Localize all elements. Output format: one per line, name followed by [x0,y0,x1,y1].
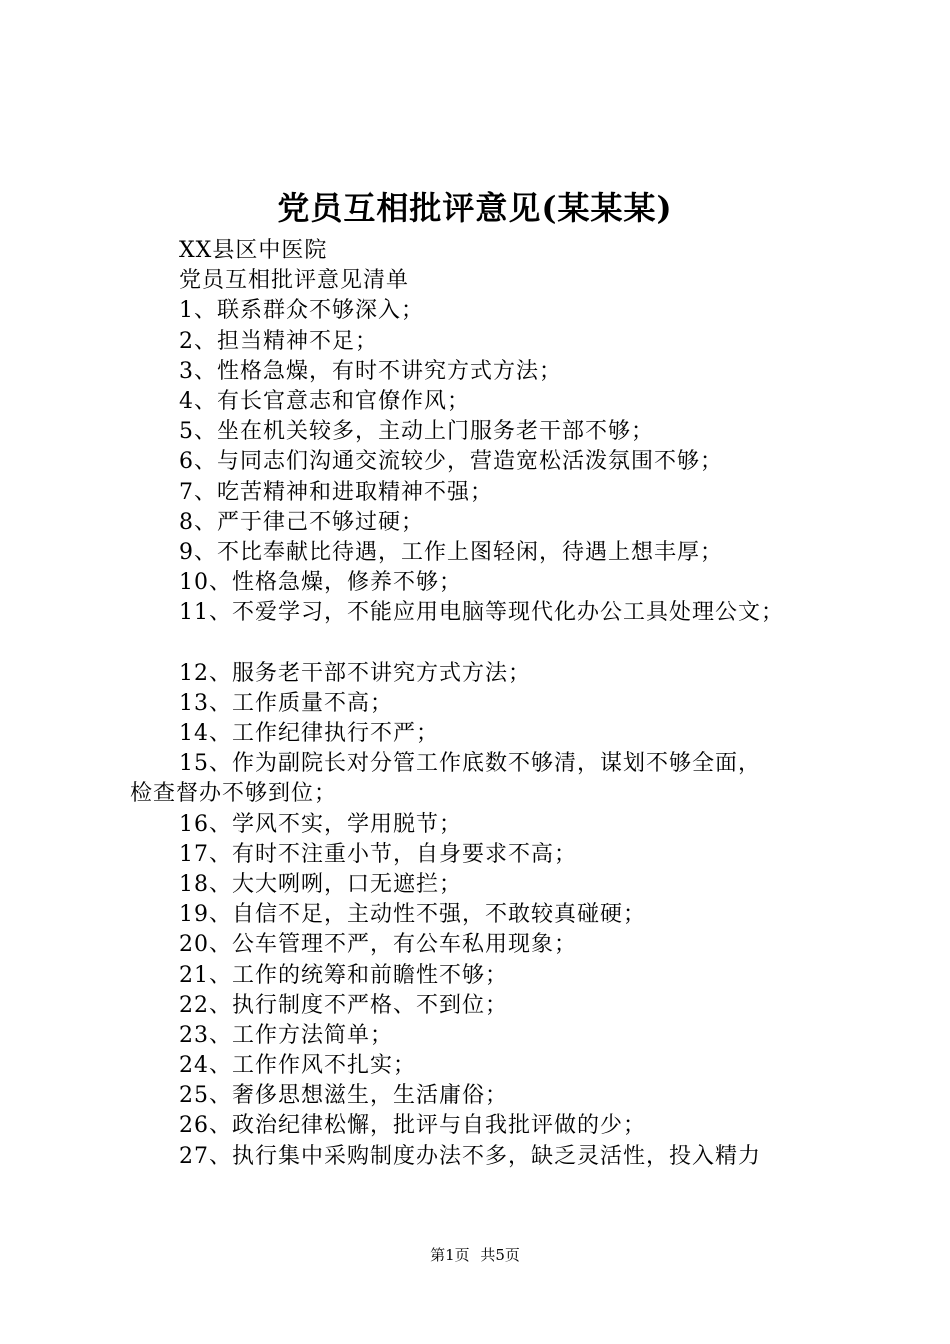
list-item: 27、执行集中采购制度办法不多，缺乏灵活性，投入精力 [179,1143,761,1169]
list-item: 9、不比奉献比待遇，工作上图轻闲，待遇上想丰厚； [179,539,723,565]
page-footer [0,1244,950,1266]
list-item: 11、不爱学习，不能应用电脑等现代化办公工具处理公文； [179,600,784,626]
list-item: 18、大大咧咧，口无遮拦； [179,871,462,897]
list-item: 13、工作质量不高； [179,690,393,716]
page-number: 第1页 [430,1246,470,1264]
list-item: 17、有时不注重小节，自身要求不高； [179,841,577,867]
list-item: 21、工作的统筹和前瞻性不够； [179,962,508,988]
blank-line [130,628,850,658]
list-item: 2、担当精神不足； [179,328,378,354]
list-item: 15、作为副院长对分管工作底数不够清，谋划不够全面， [179,751,761,777]
list-item: 23、工作方法简单； [179,1022,393,1048]
criticism-list-part-1 [130,296,850,628]
list-item: 22、执行制度不严格、不到位； [179,992,508,1018]
criticism-list-part-3 [130,810,850,1172]
list-item: 16、学风不实，学用脱节； [179,811,462,837]
list-item: 26、政治纪律松懈，批评与自我批评做的少； [179,1113,646,1139]
list-item: 19、自信不足，主动性不强，不敢较真碰硬； [179,902,646,928]
document-title: 党员互相批评意见(某某某) [277,189,673,227]
document-body [130,236,850,1172]
list-item: 4、有长官意志和官僚作风； [179,388,470,414]
list-item: 5、坐在机关较多，主动上门服务老干部不够； [179,419,654,445]
list-item: 14、工作纪律执行不严； [179,721,439,746]
header-line: XX县区中医院 [179,238,328,263]
list-item: 1、联系群众不够深入； [179,298,424,324]
list-item: 6、与同志们沟通交流较少，营造宽松活泼氛围不够； [179,449,723,475]
list-item: 20、公车管理不严，有公车私用现象； [179,932,577,958]
list-item-continuation: 检查督办不够到位； [130,781,338,807]
list-item: 12、服务老干部不讲究方式方法； [179,660,531,686]
list-item: 25、奢侈思想滋生，生活庸俗； [179,1083,508,1109]
criticism-list-part-2 [130,659,850,750]
page-total: 共5页 [480,1246,520,1264]
list-item: 8、严于律己不够过硬； [179,509,424,535]
list-item: 7、吃苦精神和进取精神不强； [179,479,493,505]
list-item: 3、性格急燥，有时不讲究方式方法； [179,358,562,384]
header-line: 党员互相批评意见清单 [179,268,410,294]
list-item: 24、工作作风不扎实； [179,1053,416,1079]
list-item: 10、性格急燥，修养不够； [179,570,462,596]
